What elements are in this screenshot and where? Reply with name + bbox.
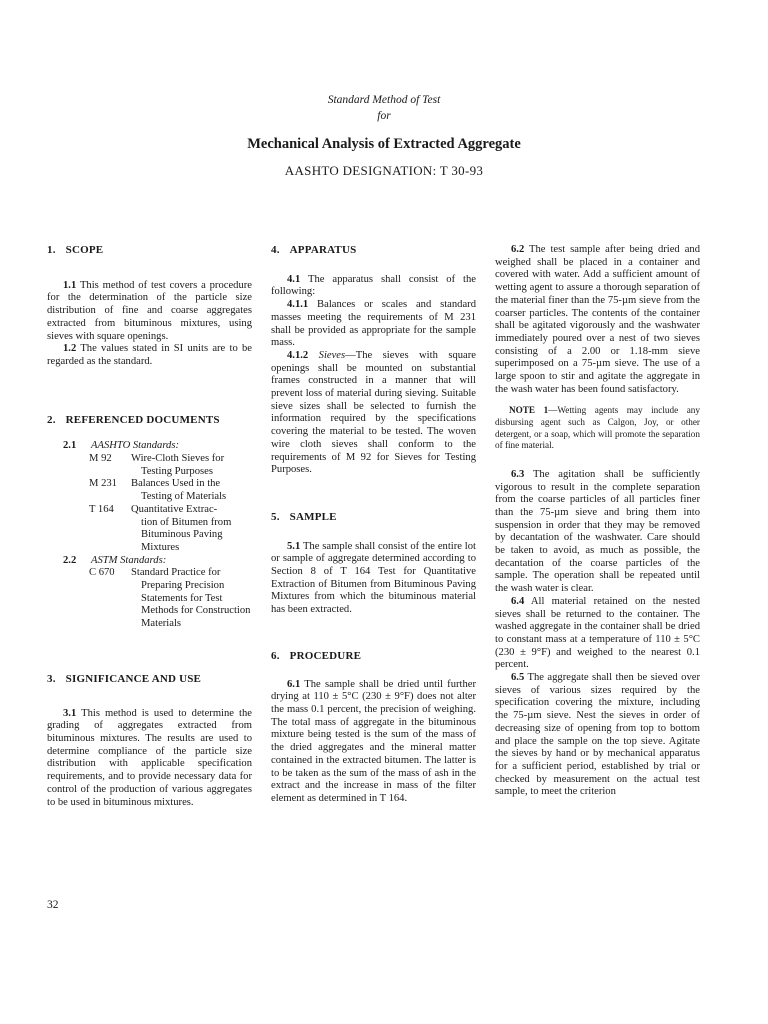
header-line2: for bbox=[377, 110, 391, 122]
page-number: 32 bbox=[47, 899, 59, 911]
paragraph-3-1: 3.1 This method is used to determine the grading of aggregates extracted from bituminous mixtures. The results are used to determine compliance of the particle size distribution with applicable specification requirements, and to provide necessary data for control of the production of various aggregates to be used in bituminous mixtures. bbox=[47, 707, 252, 808]
paragraph-4-1-1: 4.1.1 Balances or scales and standard masses meeting the requirements of M 231 shall be provided as appropriate for the sample mass. bbox=[271, 299, 476, 349]
paragraph-1-1: 1.1 This method of test covers a procedure for the determination of the particle size distribution of fine and coarse aggregates extracted from bituminous mixtures, using sieves with square openings. bbox=[47, 279, 252, 342]
column-3 bbox=[495, 244, 700, 799]
paragraph-4-1: 4.1 The apparatus shall consist of the following: bbox=[271, 273, 476, 298]
paragraph-6-5: 6.5 The aggregate shall then be sieved over sieves of various sizes required by the specification covering the mixture, including the 75-µm sieve. Nest the sieves in order of decreasing size of opening from top to bottom and place the sample on the top sieve. Agitate the sieves by hand or by mechanical apparatus for a sufficient period, established by trial or checked by measurement on the actual test sample, to meet the criterion bbox=[495, 672, 700, 798]
paragraph-6-3: 6.3 The agitation shall be sufficiently vigorous to result in the complete separation from the coarse particles of all particles finer than the 75-µm sieve and bring them into suspension in order that they may be removed by decantation of the washwater. Care should be taken to avoid, as much as possible, the decantation of the coarse particles of the sample. The operation shall be repeated until the wash water is clear. bbox=[495, 468, 700, 595]
paragraph-6-4: 6.4 All material retained on the nested sieves shall be returned to the container. The washed aggregate in the container shall be dried to constant mass at a temperature of 110 ± 5°C (230 ± 9°F) and weighed to the nearest 0.1 percent. bbox=[495, 595, 700, 671]
paragraph-4-1-2: 4.1.2 Sieves—The sieves with square openings shall be mounted on substantial frames constructed in a manner that will prevent loss of material during sieving. Suitable sieve sizes shall be selected to furnish the information required by the specifications covering the material to be tested. The woven wire cloth sieves shall conform to the requirements of M 92 for Sieves for Testing Purposes. bbox=[271, 349, 476, 476]
column-2 bbox=[271, 244, 476, 806]
designation: AASHTO DESIGNATION: T 30-93 bbox=[284, 163, 484, 178]
section-heading-significance: 3. SIGNIFICANCE AND USE bbox=[47, 672, 202, 685]
paragraph-6-1: 6.1 The sample shall be dried until further drying at 110 ± 5°C (230 ± 9°F) does not alter the mass 0.1 percent, the precision of weighing. The total mass of aggregate in the bituminous mixture being tested is the sum of the mass of the dried aggregates and the mineral matter contained in the extracted bitumen. The latter is to be taken as the sum of the mass of ash in the extract and the increase in mass of the filter element as determined in T 164. bbox=[271, 678, 476, 804]
paragraph-5-1: 5.1 The sample shall consist of the entire lot or sample of aggregate determined according to Section 8 of T 164 Test for Quantitative Extraction of Bitumen from Bituminous Paving Mixtures from which the bituminous material has been extracted. bbox=[271, 540, 476, 616]
document-title: Mechanical Analysis of Extracted Aggregate bbox=[247, 136, 521, 152]
section-heading-apparatus: 4. APPARATUS bbox=[271, 244, 357, 256]
column-1 bbox=[47, 244, 252, 809]
ref-astm-heading: 2.2 ASTM Standards: bbox=[63, 554, 167, 566]
standard-m231: M 231 Balances Used in the Testing of Materials bbox=[89, 478, 227, 503]
paragraph-6-2: 6.2 The test sample after being dried and weighed shall be placed in a container and covered with water. Add a sufficient amount of wetting agent to assure a thorough separation of the material finer than the 75-µm sieve from the coarser particles. The contents of the container shall be agitated vigorously and the washwater immediately poured over a nest of two sieves consisting of a 2.00 or 1.18-mm sieve superimposed on a 75-µm sieve. The use of a large spoon to stir and agitate the aggregate in the wash water has been found satisfactory. bbox=[495, 244, 700, 395]
ref-aashto-heading: 2.1 AASHTO Standards: bbox=[63, 440, 179, 452]
standard-m92: M 92 Wire-Cloth Sieves for Testing Purposes bbox=[89, 453, 225, 477]
standard-t164: T 164 Quantitative Extrac- tion of Bitumen from Bituminous Paving Mixtures bbox=[89, 503, 232, 553]
section-heading-scope: 1. SCOPE bbox=[47, 244, 104, 256]
note-1: NOTE 1—Wetting agents may include any disbursing agent such as Calgon, Joy, or other detergent, or a soap, which will promote the separation of fine material. bbox=[495, 405, 700, 451]
section-heading-referenced-documents: 2. REFERENCED DOCUMENTS bbox=[47, 413, 220, 426]
standard-c670: C 670 Standard Practice for Preparing Precision Statements for Test Methods for Construction Materials bbox=[89, 567, 251, 630]
section-heading-procedure: 6. PROCEDURE bbox=[271, 649, 362, 662]
section-heading-sample: 5. SAMPLE bbox=[271, 510, 337, 523]
paragraph-1-2: 1.2 The values stated in SI units are to be regarded as the standard. bbox=[47, 343, 252, 367]
header-line1: Standard Method of Test bbox=[327, 94, 441, 106]
referenced-list bbox=[47, 440, 252, 631]
